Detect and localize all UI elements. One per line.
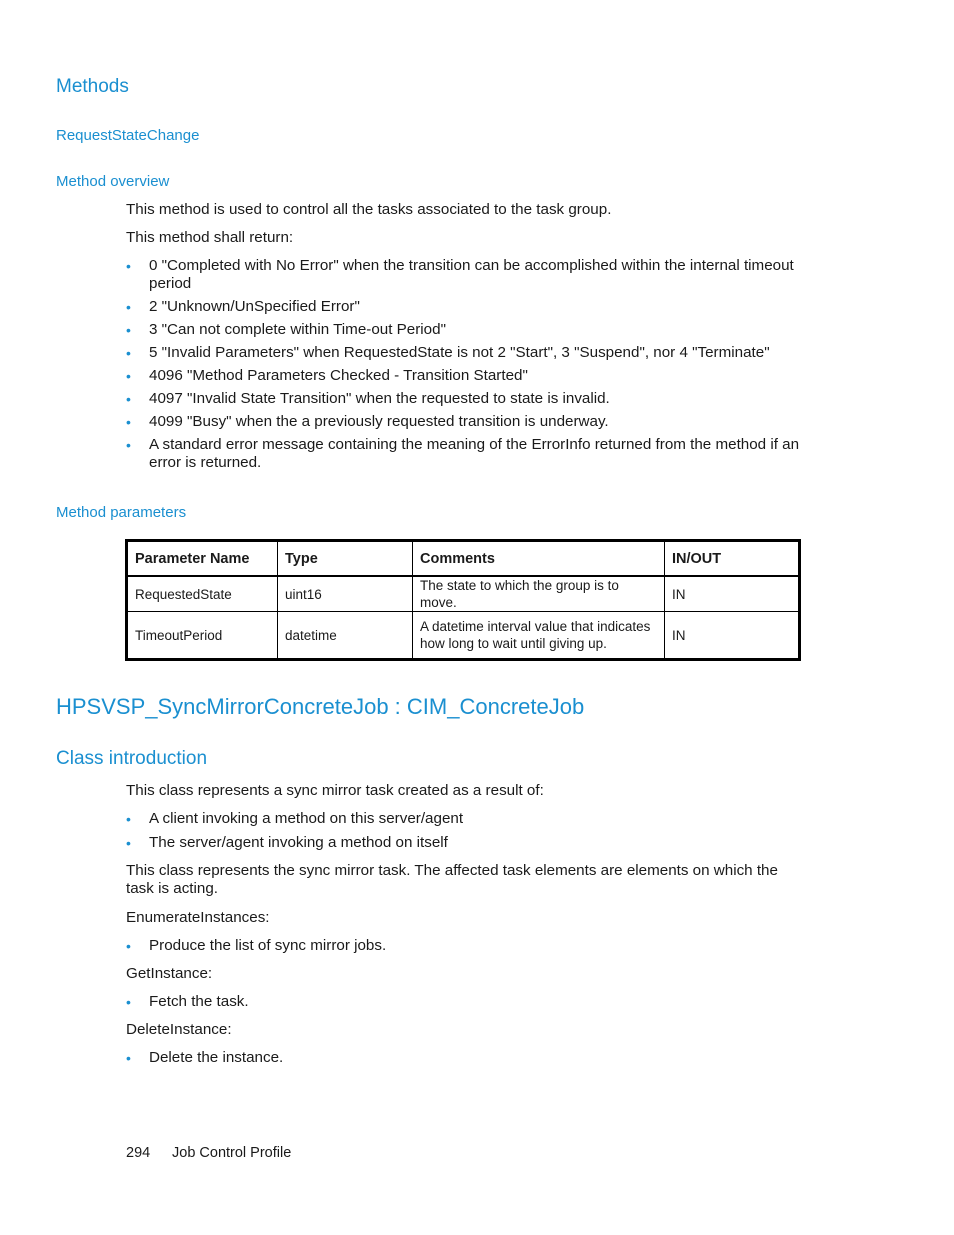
bullet-icon: • — [126, 994, 131, 1010]
bullet-icon: • — [126, 938, 131, 954]
list-item: • 2 "Unknown/UnSpecified Error" — [126, 298, 360, 315]
table-cell: The state to which the group is to move. — [413, 576, 665, 612]
bullet-icon: • — [126, 414, 131, 430]
parameters-table — [125, 539, 801, 661]
getinstance-label: GetInstance: — [126, 965, 213, 982]
list-item: • 3 "Can not complete within Time-out Period" — [126, 321, 446, 338]
table-row — [127, 612, 800, 660]
bullet-icon: • — [126, 391, 131, 407]
table-cell: uint16 — [278, 576, 413, 612]
overview-text: This method is used to control all the tasks associated to the task group. — [126, 201, 612, 218]
list-item: • A client invoking a method on this server/agent — [126, 810, 464, 827]
bullet-icon: • — [126, 1050, 131, 1066]
list-item: • 4097 "Invalid State Transition" when the requested to state is invalid. — [126, 390, 610, 407]
class-heading: HPSVSP_SyncMirrorConcreteJob : CIM_ConcreteJob — [56, 694, 585, 719]
list-item: • 0 "Completed with No Error" when the transition can be accomplished within the internal timeout period — [126, 257, 794, 292]
bullet-icon: • — [126, 835, 131, 851]
getinstance-list — [126, 993, 806, 1011]
method-parameters-heading: Method parameters — [56, 504, 187, 521]
task-description-text: This class represents the sync mirror task. The affected task elements are elements on which the task is acting. — [126, 862, 778, 897]
table-cell: IN — [665, 612, 800, 660]
bullet-icon: • — [126, 437, 131, 453]
bullet-icon: • — [126, 299, 131, 315]
table-cell: TimeoutPeriod — [127, 612, 278, 660]
table-cell: A datetime interval value that indicates how long to wait until giving up. — [413, 612, 665, 660]
return-intro-text: This method shall return: — [126, 229, 294, 246]
bullet-icon: • — [126, 368, 131, 384]
intro-list — [126, 810, 806, 852]
column-header: Parameter Name — [127, 541, 278, 577]
table-cell: RequestedState — [127, 576, 278, 612]
methods-heading: Methods — [56, 76, 129, 97]
column-header: Comments — [413, 541, 665, 577]
list-item: • 4099 "Busy" when the a previously requested transition is underway. — [126, 413, 609, 430]
method-name-heading: RequestStateChange — [56, 127, 200, 144]
method-overview-heading: Method overview — [56, 173, 170, 190]
bullet-icon: • — [126, 322, 131, 338]
page-number: 294 — [126, 1145, 151, 1161]
return-values-list — [126, 257, 806, 472]
table-cell: datetime — [278, 612, 413, 660]
bullet-icon: • — [126, 258, 131, 274]
bullet-icon: • — [126, 345, 131, 361]
list-item: • Delete the instance. — [126, 1049, 284, 1066]
class-introduction-heading: Class introduction — [56, 748, 208, 769]
list-item: • Produce the list of sync mirror jobs. — [126, 937, 387, 954]
list-item: • The server/agent invoking a method on itself — [126, 834, 448, 851]
list-item: • 4096 "Method Parameters Checked - Transition Started" — [126, 367, 528, 384]
enumerate-list — [126, 937, 806, 955]
bullet-icon: • — [126, 811, 131, 827]
intro-text: This class represents a sync mirror task created as a result of: — [126, 782, 544, 799]
deleteinstance-list — [126, 1049, 806, 1067]
column-header: IN/OUT — [665, 541, 800, 577]
table-cell: IN — [665, 576, 800, 612]
table-header-row — [127, 541, 800, 577]
table-row — [127, 576, 800, 612]
footer-section-title: Job Control Profile — [172, 1145, 292, 1161]
list-item: • 5 "Invalid Parameters" when RequestedState is not 2 "Start", 3 "Suspend", nor 4 "Terminate" — [126, 344, 770, 361]
list-item: • A standard error message containing the meaning of the ErrorInfo returned from the method if an error is returned. — [126, 436, 800, 471]
deleteinstance-label: DeleteInstance: — [126, 1021, 232, 1038]
list-item: • Fetch the task. — [126, 993, 249, 1010]
column-header: Type — [278, 541, 413, 577]
enumerate-label: EnumerateInstances: — [126, 909, 270, 926]
